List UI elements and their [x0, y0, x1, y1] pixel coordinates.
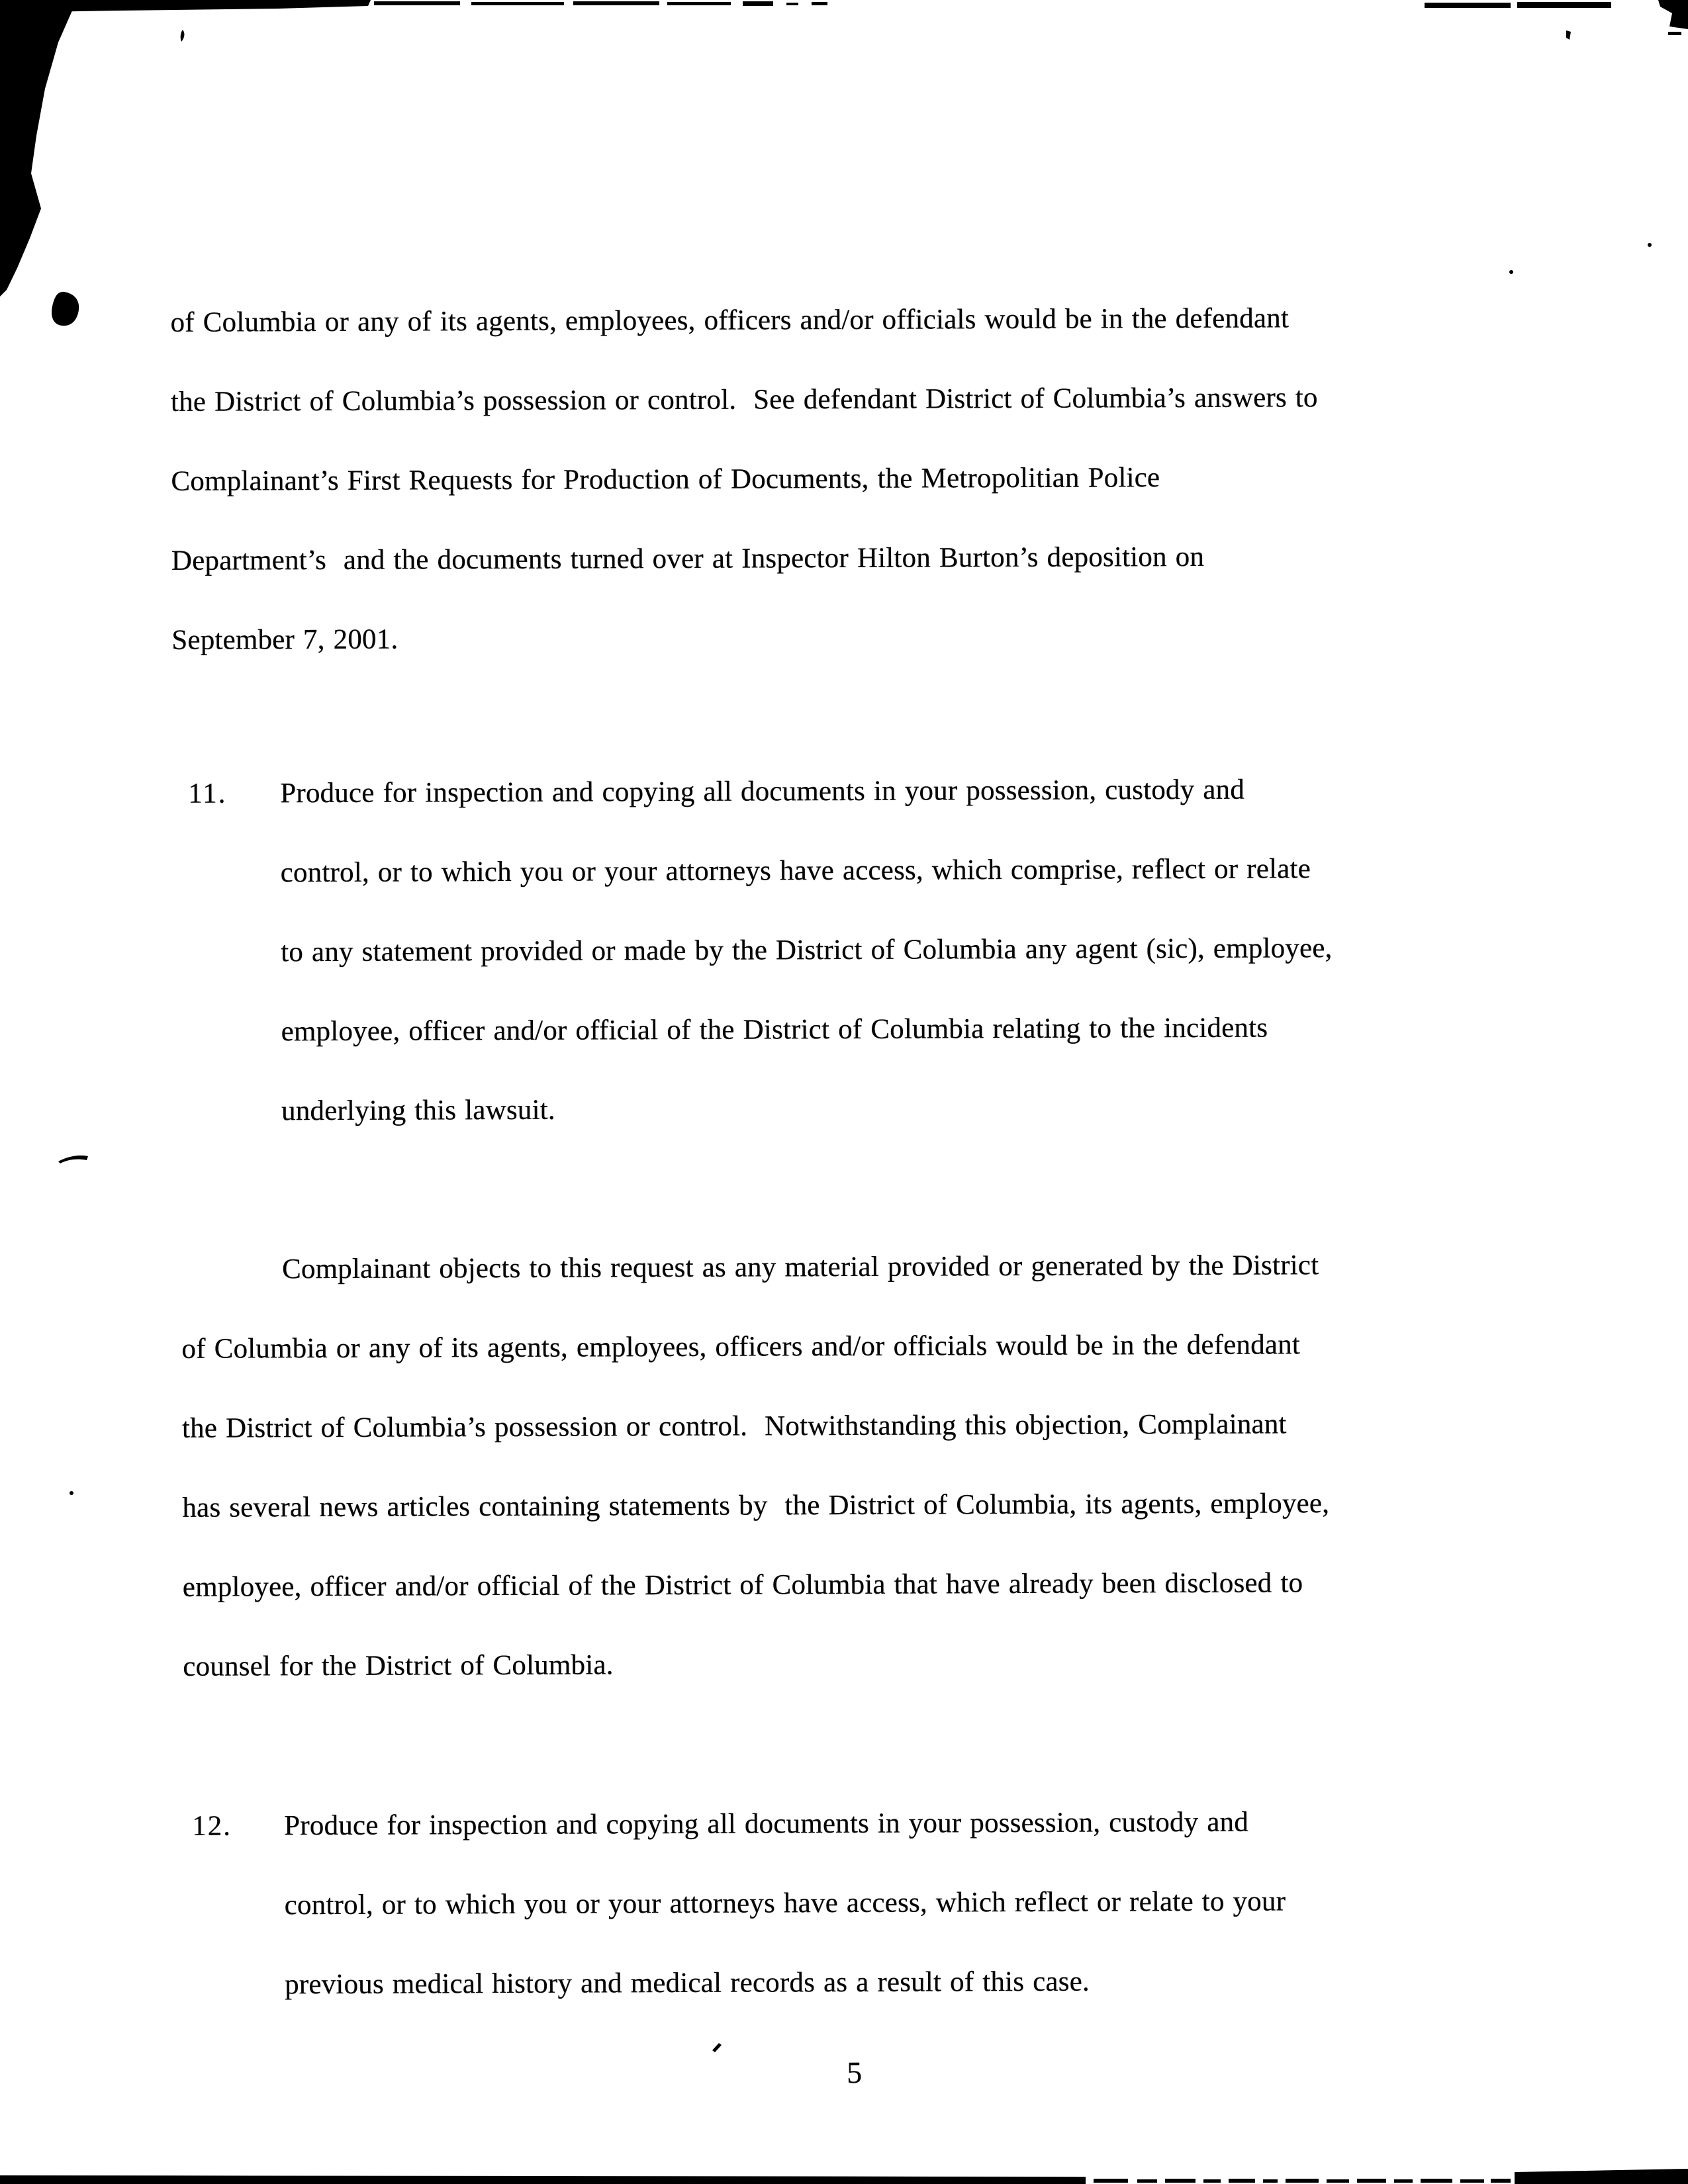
- text-line: counsel for the District of Columbia.: [183, 1649, 614, 1682]
- text-line: Department’s and the documents turned over at Inspector Hilton Burton’s deposition on: [171, 541, 1205, 576]
- paragraph-objection: [181, 1224, 1688, 1707]
- text-line: Complainant objects to this request as any material provided or generated by the District: [281, 1250, 1319, 1285]
- text-line: employee, officer and/or official of the District of Columbia that have already been disclosed to: [182, 1567, 1303, 1603]
- text-line: the District of Columbia’s possession or control. See defendant District of Columbia’s answers to: [170, 382, 1318, 418]
- text-line: of Columbia or any of its agents, employees, officers and/or officials would be in the defendant: [170, 302, 1289, 338]
- item-11-text: [280, 750, 1333, 1151]
- text-line: employee, officer and/or official of the District of Columbia relating to the incidents: [281, 1012, 1268, 1048]
- request-item-11: [0, 749, 1687, 1127]
- item-12-number: 12.: [192, 1810, 232, 1842]
- text-line: Complainant’s First Requests for Production of Documents, the Metropolitian Police: [171, 462, 1160, 497]
- item-11-number: 11.: [188, 778, 227, 809]
- text-line: has several news articles containing statements by the District of Columbia, its agents, employee,: [182, 1488, 1330, 1524]
- text-line: Produce for inspection and copying all documents in your possession, custody and: [284, 1806, 1249, 1842]
- text-line: September 7, 2001.: [171, 623, 399, 656]
- item-12-text: [284, 1782, 1286, 2025]
- text-line: to any statement provided or made by the District of Columbia any agent (sic), employee,: [281, 933, 1333, 968]
- text-line: the District of Columbia’s possession or control. Notwithstanding this objection, Complainant: [181, 1408, 1287, 1444]
- text-line: previous medical history and medical records as a result of this case.: [285, 1966, 1090, 2001]
- text-line: underlying this lawsuit.: [281, 1094, 555, 1127]
- text-line: control, or to which you or your attorneys have access, which reflect or relate to your: [284, 1886, 1286, 1921]
- text-line: Produce for inspection and copying all documents in your possession, custody and: [280, 774, 1245, 809]
- paragraph-intro-continuation: [170, 277, 1686, 680]
- request-item-12: [3, 1781, 1688, 2001]
- page-number: 5: [847, 2055, 863, 2089]
- text-line: control, or to which you or your attorneys have access, which comprise, reflect or relate: [280, 853, 1311, 889]
- text-line: of Columbia or any of its agents, employees, officers and/or officials would be in the defendant: [181, 1329, 1301, 1365]
